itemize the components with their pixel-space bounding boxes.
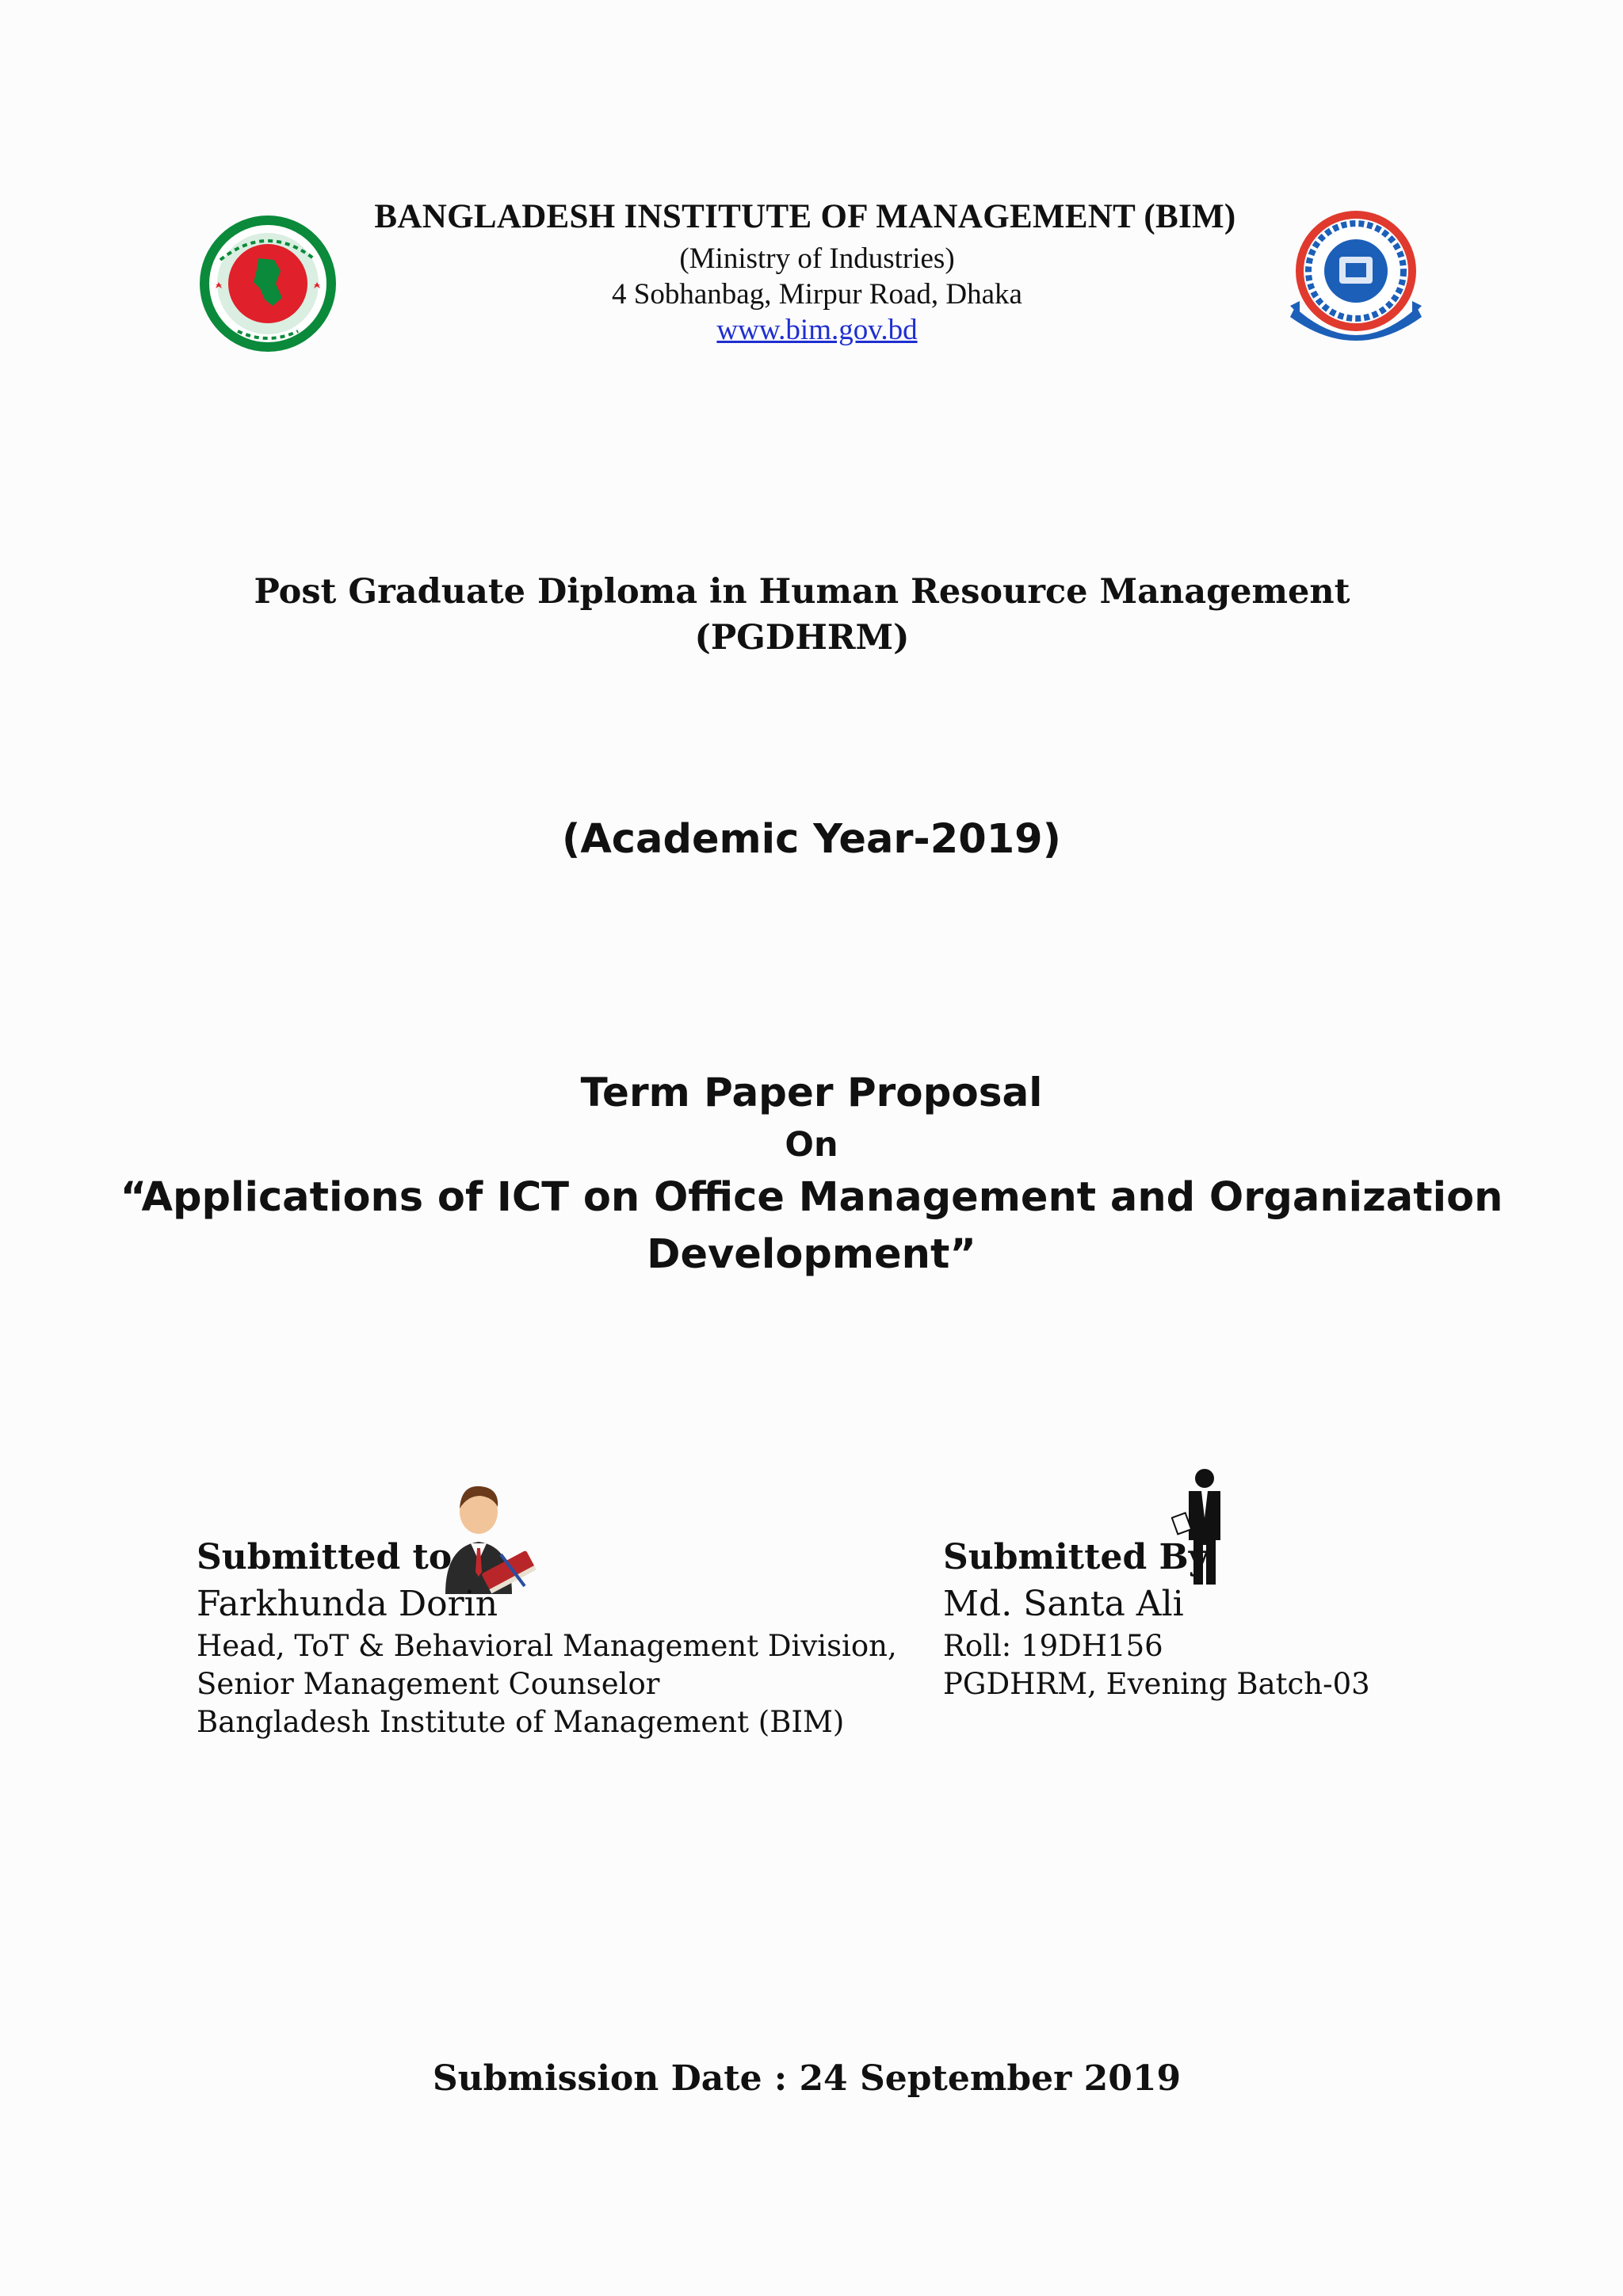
topic-line-2: Development” [647, 1231, 976, 1278]
program-line-2: (PGDHRM) [694, 618, 910, 658]
proposal-topic [0, 1169, 1623, 1283]
proposal-on: On [785, 1125, 838, 1165]
submitted-by-line: Roll: 19DH156 [943, 1629, 1163, 1663]
ministry-line: (Ministry of Industries) [679, 242, 955, 275]
submitted-to-line: Senior Management Counselor [197, 1667, 660, 1701]
submission-date: Submission Date : 24 September 2019 [432, 2058, 1182, 2099]
submitted-by-section [943, 1534, 1498, 1703]
submitted-by-line: PGDHRM, Evening Batch-03 [943, 1667, 1370, 1701]
program-title [0, 569, 1613, 661]
submitted-to-heading: Submitted to [197, 1537, 453, 1577]
submitted-to-line: Bangladesh Institute of Management (BIM) [197, 1705, 845, 1739]
proposal-title: Term Paper Proposal [580, 1070, 1043, 1116]
institute-header [0, 193, 1623, 348]
submitted-by-heading: Submitted By [943, 1537, 1209, 1577]
program-line-1: Post Graduate Diploma in Human Resource Management [254, 572, 1350, 612]
academic-year: (Academic Year-2019) [562, 816, 1061, 863]
submitted-to-section [197, 1534, 910, 1741]
submitted-by-name: Md. Santa Ali [943, 1584, 1184, 1624]
submitted-to-name: Farkhunda Dorin [197, 1584, 498, 1624]
topic-line-1: “Applications of ICT on Office Management and Organization [120, 1174, 1503, 1221]
submitted-to-line: Head, ToT & Behavioral Management Division, [197, 1629, 897, 1663]
website-link[interactable]: www.bim.gov.bd [716, 314, 918, 346]
address-line: 4 Sobhanbag, Mirpur Road, Dhaka [612, 278, 1022, 311]
institute-name: BANGLADESH INSTITUTE OF MANAGEMENT (BIM) [374, 198, 1236, 235]
